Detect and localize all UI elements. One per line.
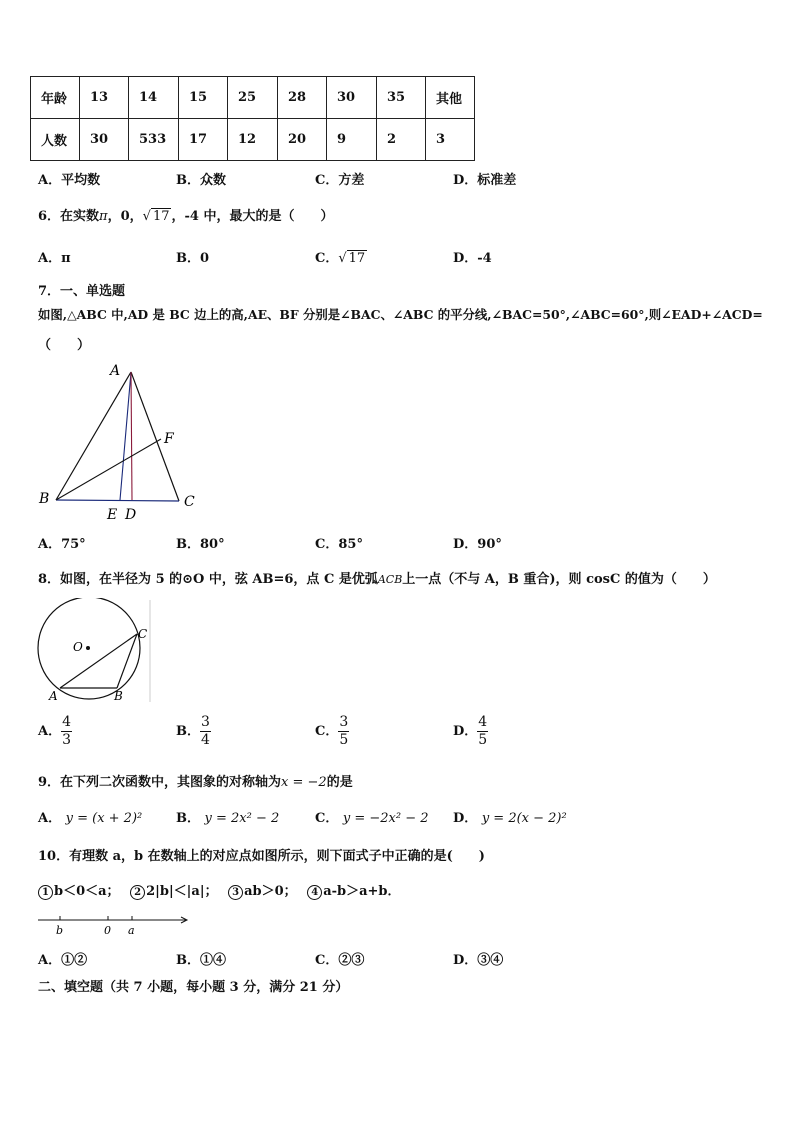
q8-stem-text: 8．如图，在半径为 5 的⊙O 中，弦 AB=6，点 C 是优弧 [38,572,378,587]
section-2-heading: 二、填空题（共 7 小题，每小题 3 分，满分 21 分） [38,980,349,995]
expression: y = 2x² − 2 [204,811,280,826]
q9-stem-text: 的是 [326,775,353,790]
q5-option-c[interactable]: C．方差 [315,173,365,188]
statement: ab＞0； [244,884,297,899]
chord-bc [117,634,137,688]
table-cell: 2 [377,119,426,161]
denominator: 3 [62,732,72,748]
q7-header: 7．一、单选题 [38,284,126,299]
side-ab [56,372,131,500]
statement: b＜0＜a； [54,884,120,899]
q9-option-a[interactable] [38,807,142,826]
option-label: A． [38,724,62,739]
q6-option-a[interactable]: A．π [38,251,71,266]
statement: a-b＞a+b． [323,884,401,899]
q10-statements [38,880,401,900]
q9-stem-text: 9．在下列二次函数中，其图象的对称轴为 [38,775,282,790]
q6-option-c-label: C． [315,251,339,266]
numerator: 3 [201,714,210,730]
q8-circle-figure [36,598,152,704]
q10-option-b[interactable]: B．①④ [176,953,226,968]
numerator: 3 [339,714,349,730]
table-cell: 14 [129,77,179,119]
circled-number: 4 [307,885,322,900]
label-d: D [125,507,137,523]
table-cell: 30 [80,119,129,161]
q9-axis: x = −2 [281,775,327,790]
q10-number-line [36,910,192,938]
q7-paren: （ ） [38,338,91,353]
q7-option-a[interactable]: A．75° [38,537,86,552]
expression: y = (x + 2)² [65,811,143,826]
q6-stem-text: ，0， [107,209,143,224]
q9-option-d[interactable] [453,807,567,826]
table-cell: 9 [327,119,377,161]
table-cell: 人数 [31,119,80,161]
q8-option-d[interactable] [453,714,488,749]
q7-option-d[interactable]: D．90° [453,537,502,552]
label-o: O [73,640,83,654]
table-cell: 13 [80,77,129,119]
q9-option-c[interactable] [315,807,429,826]
fraction [338,714,349,749]
denominator: 5 [339,732,349,748]
numerator: 4 [62,714,72,730]
table-row [31,77,475,119]
q8-arc: ACB [377,573,403,586]
q6-stem [38,205,333,224]
chord-ac [60,634,137,688]
q6-sqrt: √ 17 [142,209,170,224]
q7-triangle-figure [36,360,206,526]
label-b: b [56,924,64,937]
label-a: a [128,924,135,937]
table-cell: 25 [228,77,278,119]
option-label: B． [176,811,200,826]
q10-option-a[interactable]: A．①② [38,953,88,968]
q8-stem [38,568,716,587]
segment-bf [56,439,161,500]
label-e: E [107,507,118,523]
label-c: C [138,627,148,641]
q8-option-a[interactable] [38,714,72,749]
label-c: C [184,494,195,510]
circled-number: 3 [228,885,243,900]
expression: y = −2x² − 2 [342,811,429,826]
table-cell: 20 [278,119,327,161]
label-b: B [114,689,123,703]
q6-option-c-sqrt: √ 17 [338,251,366,266]
table-cell: 3 [426,119,475,161]
circled-number: 1 [38,885,53,900]
q6-stem-text: ，-4 中，最大的是（ ） [171,209,334,224]
fraction [61,714,72,749]
fraction [477,714,488,749]
option-label: C． [315,811,339,826]
q8-option-c[interactable] [315,714,349,749]
q7-stem: 如图,△ABC 中,AD 是 BC 边上的高,AE、BF 分别是∠BAC、∠ABC 的平分线,∠BAC=50°,∠ABC=60°,则∠EAD+∠ACD= [38,307,763,322]
table-cell: 15 [179,77,228,119]
q10-option-d[interactable]: D．③④ [453,953,504,968]
label-a: A [110,363,121,379]
q8-option-b[interactable] [176,714,211,749]
table-cell: 30 [327,77,377,119]
label-zero: 0 [104,924,111,937]
label-f: F [164,431,174,447]
q6-radicand: 17 [152,209,170,224]
option-label: B． [176,724,200,739]
q10-option-c[interactable]: C．②③ [315,953,365,968]
center-o [86,646,90,650]
fraction [200,714,211,749]
expression: y = 2(x − 2)² [481,811,567,826]
q6-option-c-radicand: 17 [348,251,366,266]
table-row [31,119,475,161]
numerator: 4 [478,714,488,730]
denominator: 4 [201,732,210,748]
table-cell: 12 [228,119,278,161]
q5-option-a[interactable]: A．平均数 [38,173,101,188]
option-label: D． [453,724,478,739]
circled-number: 2 [130,885,145,900]
side-bc [56,500,179,501]
q7-option-c[interactable]: C．85° [315,537,363,552]
table-cell: 28 [278,77,327,119]
table-cell: 35 [377,77,426,119]
q7-option-b[interactable]: B．80° [176,537,225,552]
segment-ad [131,372,132,500]
segment-ae [120,372,131,500]
q9-stem [38,771,353,790]
q6-option-b[interactable]: B．0 [176,251,210,266]
option-label: D． [453,811,478,826]
q6-option-d[interactable]: D．-4 [453,251,492,266]
option-label: A． [38,811,62,826]
q6-pi: π [99,209,108,224]
label-a: A [49,689,58,703]
q6-option-c[interactable] [315,247,367,266]
denominator: 5 [478,732,488,748]
q5-option-d[interactable]: D．标准差 [453,173,517,188]
q9-option-b[interactable] [176,807,279,826]
q8-stem-text: 上一点（不与 A，B 重合)，则 cosC 的值为（ ） [402,572,716,587]
table-cell: 533 [129,119,179,161]
age-count-table [30,76,475,161]
table-cell: 年龄 [31,77,80,119]
label-b: B [39,491,50,507]
table-cell: 其他 [426,77,475,119]
option-label: C． [315,724,339,739]
q10-stem: 10．有理数 a，b 在数轴上的对应点如图所示，则下面式子中正确的是( ) [38,849,485,864]
q6-stem-text: 6．在实数 [38,209,100,224]
q5-option-b[interactable]: B．众数 [176,173,226,188]
table-cell: 17 [179,119,228,161]
statement: 2|b|＜|a|； [146,884,218,899]
